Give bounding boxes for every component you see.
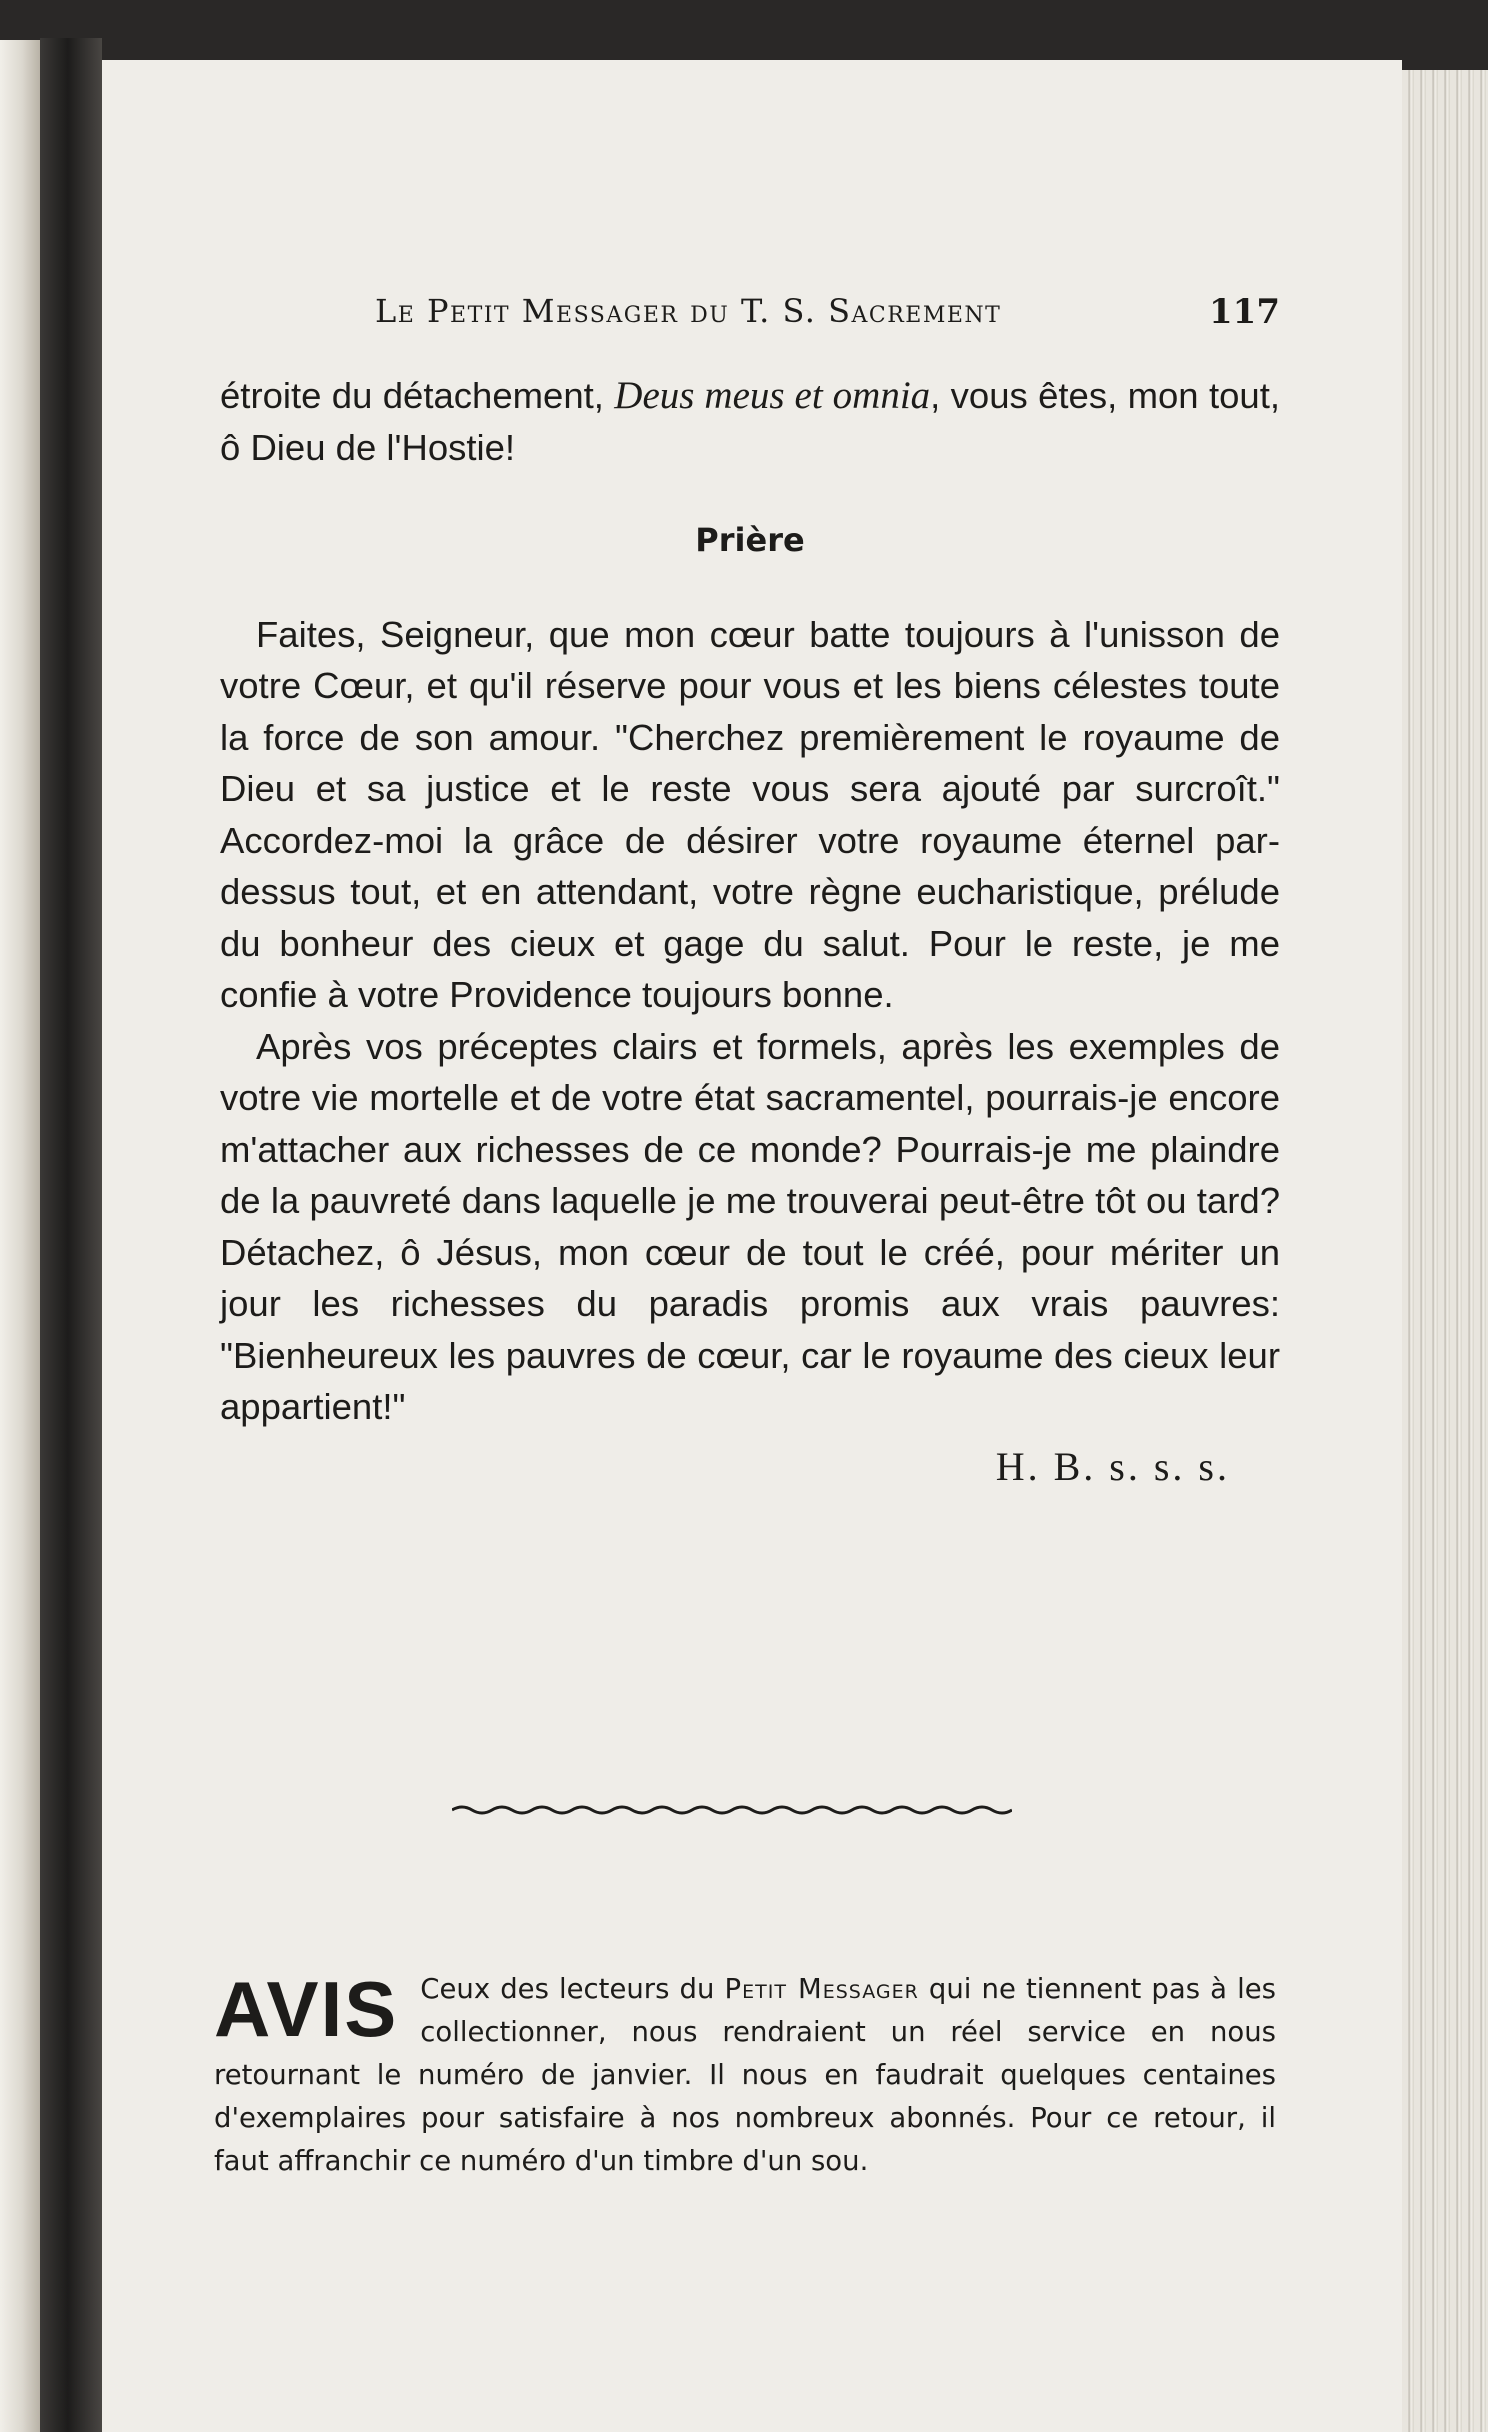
prayer-paragraph-2: Après vos préceptes clairs et formels, après les exemples de votre vie mortelle et de votre état sacramentel, pourrais-je encore m'attacher aux richesses de ce monde? Pourrais-je me plaindre de la pauvreté dans laquelle je me trouverai peut-être tôt ou tard? Détachez, ô Jésus, mon cœur de tout le créé, pour mériter un jour les richesses du paradis promis aux vrais pauvres: "Bienheureux les pauvres de cœur, car le royaume des cieux leur appartient!" xyxy=(220,1025,1280,1427)
prayer-paragraph-1: Faites, Seigneur, que mon cœur batte toujours à l'unisson de votre Cœur, et qu'il réserve pour vous et les biens célestes toute la force de son amour. "Cherchez premièrement le royaume de Dieu et sa justice et le reste vous sera ajouté par surcroît." Accordez-moi la grâce de désirer votre royaume éternel par-dessus tout, et en attendant, votre règne eucharistique, prélude du bonheur des cieux et gage du salut. Pour le reste, je me confie à votre Providence toujours bonne. xyxy=(220,613,1280,1015)
page-fore-edge xyxy=(1402,70,1488,2432)
section-heading: Prière xyxy=(695,521,805,559)
notice-text-before: Ceux des lecteurs du xyxy=(420,1973,725,2005)
page-number: 117 xyxy=(1209,292,1280,332)
author-signature: H. B. s. s. s. xyxy=(995,1443,1230,1489)
lead-italic-phrase: Deus meus et omnia xyxy=(614,374,931,417)
book-page xyxy=(102,60,1402,2432)
lead-text-after: , vous êtes, mon tout, ô Dieu de l'Hostie! xyxy=(220,375,1280,468)
running-head xyxy=(220,292,1280,342)
article-body xyxy=(220,370,1280,1492)
notice-text-after: qui ne tiennent pas à les collectionner, nous rendraient un réel service en nous retournant le numéro de janvier. Il nous en faudrait quelques centaines d'exemplaires pour satisfaire à nos nombreux abonnés. Pour ce retour, il faut affranchir ce numéro d'un timbre d'un sou. xyxy=(214,1973,1276,2177)
notice-box xyxy=(214,1965,1276,2183)
notice-publication-name: Petit Messager xyxy=(724,1973,919,2005)
lead-paragraph xyxy=(220,370,1280,473)
ornamental-wavy-divider xyxy=(452,1798,1012,1822)
wavy-divider-line xyxy=(452,1807,1012,1813)
book-spine xyxy=(40,38,102,2432)
notice-label: AVIS xyxy=(214,1965,399,2053)
lead-text-before: étroite du détachement, xyxy=(220,375,615,416)
running-head-title: Le Petit Messager du T. S. Sacrement xyxy=(375,292,1002,330)
left-page-edge xyxy=(0,40,40,2432)
